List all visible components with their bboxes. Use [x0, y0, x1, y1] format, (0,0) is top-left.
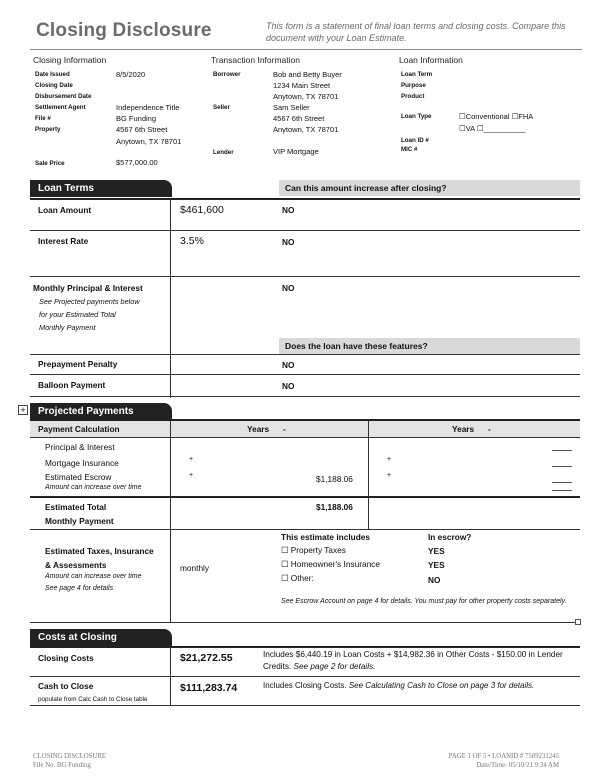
cash-to-close-label: Cash to Close	[38, 681, 94, 691]
mic-label: MIC #	[401, 146, 418, 153]
projected-payments-header: Projected Payments	[30, 403, 172, 420]
settlement-agent-label: Settlement Agent	[35, 104, 86, 111]
mi-plus-col2: +	[387, 456, 392, 463]
principal-interest-label: Principal & Interest	[45, 442, 115, 452]
file-label: File #	[35, 115, 51, 122]
expand-handle-icon[interactable]: +	[18, 405, 28, 415]
row-divider	[30, 529, 580, 530]
settlement-agent-value: Independence Title	[116, 103, 180, 112]
closing-costs-label: Closing Costs	[38, 653, 94, 663]
years-col1-header: Years -	[247, 424, 286, 434]
loan-terms-header: Loan Terms	[30, 180, 172, 197]
seller-line2: Anytown, TX 78701	[273, 125, 339, 134]
cash-to-close-note: populate from Calc Cash to Close table	[38, 696, 148, 703]
property-label: Property	[35, 126, 61, 133]
taxes-note-2: See page 4 for details	[45, 585, 114, 592]
escrow-footnote: See Escrow Account on page 4 for details. You must pay for other property costs separately.	[281, 598, 567, 605]
mortgage-insurance-label: Mortgage Insurance	[45, 458, 119, 468]
loan-info-heading: Loan Information	[399, 55, 463, 65]
includes-other[interactable]: ☐ Other:	[281, 573, 314, 583]
sale-price-label: Sale Price	[35, 160, 65, 167]
monthly-pi-note1: See Projected payments below	[39, 297, 140, 306]
monthly-pi-note3: Monthly Payment	[39, 323, 96, 332]
taxes-label-1: Estimated Taxes, Insurance	[45, 546, 154, 556]
row-divider	[30, 622, 580, 623]
sale-price-value: $577,000.00	[116, 158, 158, 167]
escrow-plus-col2: +	[387, 472, 392, 479]
projected-col-divider-2	[368, 420, 369, 530]
loan-terms-question1: Can this amount increase after closing?	[279, 180, 580, 196]
taxes-frequency: monthly	[180, 563, 210, 573]
property-taxes-escrow: YES	[428, 546, 445, 556]
costs-bottom-rule	[30, 705, 580, 706]
interest-rate-value: 3.5%	[180, 235, 204, 247]
total-label-2: Monthly Payment	[45, 516, 114, 526]
pi-col2-blank	[552, 444, 572, 451]
payment-calc-label: Payment Calculation	[38, 424, 120, 434]
balloon-payment-answer: NO	[282, 381, 295, 391]
borrower-name: Bob and Betty Buyer	[273, 70, 342, 79]
other-escrow: NO	[428, 575, 441, 585]
file-value: BG Funding	[116, 114, 157, 123]
monthly-pi-label: Monthly Principal & Interest	[33, 283, 143, 293]
row-divider	[30, 230, 580, 231]
escrow-col2-blank-2	[552, 484, 572, 491]
cash-see-page: See Calculating Cash to Close on page 3 for details.	[348, 681, 535, 690]
projected-top-rule	[30, 419, 580, 421]
header-divider	[30, 49, 582, 50]
lender-label: Lender	[213, 149, 234, 156]
total-value: $1,188.06	[316, 502, 353, 512]
cash-to-close-value: $111,283.74	[180, 682, 238, 694]
costs-at-closing-header: Costs at Closing	[30, 629, 172, 646]
includes-heading: This estimate includes	[281, 532, 370, 542]
purpose-label: Purpose	[401, 82, 426, 89]
row-divider	[30, 374, 580, 375]
loan-amount-value: $461,600	[180, 204, 224, 216]
balloon-payment-label: Balloon Payment	[38, 380, 106, 390]
years-col2-header: Years -	[452, 424, 491, 434]
escrow-plus-col1: +	[189, 472, 194, 479]
taxes-col-divider	[170, 529, 171, 622]
loan-type-label: Loan Type	[401, 113, 432, 120]
homeowners-insurance-escrow: YES	[428, 560, 445, 570]
loan-amount-answer: NO	[282, 205, 295, 215]
loan-terms-col-divider	[170, 198, 171, 398]
footer-right-2: Date/Time: 05/10/21 9:34 AM	[476, 762, 559, 769]
in-escrow-heading: In escrow?	[428, 532, 472, 542]
cash-to-close-description	[263, 680, 583, 691]
resize-handle-icon[interactable]	[575, 619, 581, 625]
row-divider	[30, 676, 580, 677]
mi-plus-col1: +	[189, 456, 194, 463]
intro-text: This form is a statement of final loan terms and closing costs. Compare this document with your Loan Estimate.	[266, 21, 566, 43]
footer-left-1: CLOSING DISCLOSURE	[33, 753, 107, 760]
disbursement-date-label: Disbursement Date	[35, 93, 92, 100]
projected-col-divider-1	[170, 420, 171, 530]
row-divider	[30, 437, 580, 438]
borrower-label: Borrower	[213, 71, 241, 78]
transaction-info-heading: Transaction Information	[211, 55, 300, 65]
seller-name: Sam Seller	[273, 103, 310, 112]
product-label: Product	[401, 93, 425, 100]
loan-amount-label: Loan Amount	[38, 205, 92, 215]
monthly-pi-answer: NO	[282, 283, 295, 293]
loan-id-label: Loan ID #	[401, 137, 429, 144]
closing-costs-see-page: See page 2 for details.	[293, 662, 376, 671]
prepayment-penalty-answer: NO	[282, 360, 295, 370]
closing-costs-description	[263, 649, 573, 673]
seller-label: Seller	[213, 104, 230, 111]
monthly-pi-note2: for your Estimated Total	[39, 310, 116, 319]
taxes-label-2: & Assessments	[45, 560, 107, 570]
footer-left-2: File No. BG Funding	[33, 762, 91, 769]
row-divider	[30, 396, 580, 397]
borrower-line2: Anytown, TX 78701	[273, 92, 339, 101]
taxes-note-1: Amount can increase over time	[45, 573, 142, 580]
borrower-line1: 1234 Main Street	[273, 81, 331, 90]
closing-date-label: Closing Date	[35, 82, 73, 89]
costs-top-rule	[30, 646, 580, 648]
escrow-value: $1,188.06	[316, 474, 353, 484]
mi-col2-blank	[552, 460, 572, 467]
loan-terms-top-rule	[30, 198, 580, 200]
row-divider	[30, 276, 580, 277]
lender-value: VIP Mortgage	[273, 147, 319, 156]
seller-line1: 4567 6th Street	[273, 114, 325, 123]
loan-type-options-1[interactable]: ☐Conventional ☐FHA	[459, 112, 534, 121]
cash-desc-text: Includes Closing Costs.	[263, 681, 347, 690]
property-line2: Anytown, TX 78701	[116, 137, 182, 146]
interest-rate-answer: NO	[282, 237, 295, 247]
loan-terms-question2: Does the loan have these features?	[279, 338, 580, 354]
interest-rate-label: Interest Rate	[38, 236, 89, 246]
page-title: Closing Disclosure	[36, 20, 212, 41]
total-label-1: Estimated Total	[45, 502, 107, 512]
closing-costs-desc-text: Includes $6,440.19 in Loan Costs + $14,982.36 in Other Costs - $150.00 in Lender Credits.	[263, 650, 563, 671]
closing-costs-value: $21,272.55	[180, 652, 233, 664]
escrow-col2-blank	[552, 476, 572, 483]
date-issued-label: Date Issued	[35, 71, 70, 78]
total-rule	[30, 496, 580, 498]
escrow-note: Amount can increase over time	[45, 484, 142, 491]
closing-info-heading: Closing Information	[33, 55, 107, 65]
property-line1: 4567 6th Street	[116, 125, 168, 134]
estimated-escrow-label: Estimated Escrow	[45, 472, 112, 482]
loan-term-label: Loan Term	[401, 71, 433, 78]
footer-right-1: PAGE 1 OF 5 • LOANID # 7589231245	[448, 753, 559, 760]
includes-homeowners-insurance[interactable]: ☐ Homeowner's Insurance	[281, 559, 380, 569]
row-divider	[30, 354, 580, 355]
date-issued-value: 8/5/2020	[116, 70, 146, 79]
loan-type-options-2[interactable]: ☐VA ☐__________	[459, 124, 526, 133]
includes-property-taxes[interactable]: ☐ Property Taxes	[281, 545, 346, 555]
prepayment-penalty-label: Prepayment Penalty	[38, 359, 118, 369]
